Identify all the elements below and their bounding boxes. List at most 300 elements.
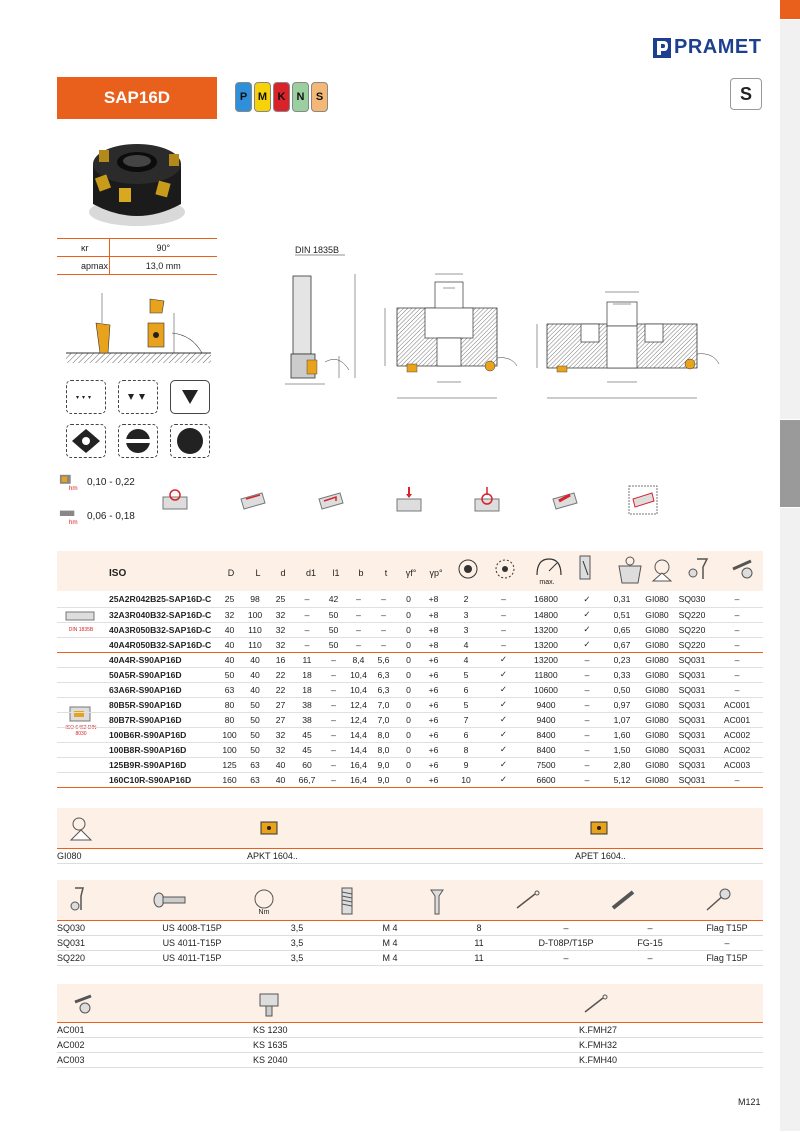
table-cell: 4 (463, 654, 469, 665)
table-cell: – (734, 639, 740, 650)
hex-key-icon (581, 992, 611, 1016)
iso-holder-tag: ISO 6462 DIN 8030 (64, 705, 98, 737)
table-cell: 13200 (534, 654, 558, 665)
table-cell: 3 (463, 609, 469, 620)
table-cell: – (609, 921, 691, 936)
table-cell: +6 (428, 759, 439, 770)
table-cell: K.FMH27 (579, 1023, 763, 1038)
table-cell: – (584, 744, 590, 755)
table-cell: 10,4 (350, 684, 367, 695)
table-cell: 0 (406, 744, 411, 755)
table-cell: +6 (428, 774, 439, 785)
table-row (57, 742, 763, 757)
table-cell: ✓ (583, 593, 591, 604)
table-cell: 18 (302, 669, 312, 680)
table-cell: GI080 (645, 714, 669, 725)
table-cell: 18 (302, 684, 312, 695)
svg-text:hm: hm (68, 485, 78, 491)
table-cell: 1,07 (613, 714, 631, 725)
table-cell: SQ220 (678, 609, 706, 620)
table-cell: 3,5 (249, 921, 345, 936)
table-cell: – (331, 684, 336, 695)
table-cell: – (584, 774, 590, 785)
spec-table (57, 238, 217, 275)
table-cell: 0 (406, 609, 411, 620)
table-cell: 50 (250, 744, 260, 755)
iso-code-cell: 50A5R-S90AP16D (109, 669, 182, 680)
table-cell: 0 (406, 624, 411, 635)
row-spacer (57, 772, 105, 787)
table-cell: 2 (463, 594, 469, 605)
svg-text:t: t (384, 568, 388, 578)
table-row (57, 607, 763, 622)
brand-name: PRAMET (674, 36, 762, 58)
header-weight-icon (619, 557, 641, 583)
table-cell: 2,80 (613, 759, 631, 770)
table-row (57, 652, 763, 667)
table-cell: ✓ (499, 654, 508, 664)
table-row (57, 697, 763, 712)
table-cell: AC003 (723, 759, 751, 770)
table-row (57, 637, 763, 652)
iso-code-cell: 80B5R-S90AP16D (109, 699, 182, 710)
table-cell: SQ031 (678, 669, 706, 680)
row-spacer (57, 622, 105, 637)
table-cell: 3 (463, 624, 469, 635)
table-cell: 60 (302, 759, 312, 770)
table-cell: ✓ (499, 714, 508, 724)
table-cell: – (734, 624, 740, 635)
table-cell: SQ030 (678, 594, 706, 605)
table-cell: 10 (461, 774, 471, 785)
table-cell: 0 (406, 729, 411, 740)
table-cell: 8,4 (352, 654, 365, 665)
table-cell: 3,5 (249, 936, 345, 951)
header-teeth-icon (459, 560, 477, 578)
table-cell: 32 (275, 729, 286, 740)
table-cell: GI080 (645, 699, 669, 710)
table-cell: – (734, 669, 740, 680)
spare-parts-section (57, 880, 763, 966)
feature-chip-closed-icon (170, 424, 210, 458)
table-cell: 8,0 (377, 729, 390, 740)
table-cell: – (304, 639, 310, 650)
screw-icon (153, 890, 187, 910)
table-cell: 0,67 (613, 639, 631, 650)
table-row (57, 921, 763, 936)
table-cell: 27 (275, 714, 286, 725)
table-cell: AC001 (57, 1023, 253, 1038)
table-cell: – (304, 594, 310, 605)
insert-apkt-icon (259, 820, 281, 836)
feed-value-1: 0,10 - 0,22 (87, 476, 135, 488)
table-cell: SQ030 (57, 921, 135, 936)
table-cell: +8 (428, 609, 439, 620)
table-cell: – (304, 624, 310, 635)
main-table-header-icons (57, 551, 763, 591)
table-cell: ✓ (583, 624, 591, 634)
table-cell: US 4011-T15P (135, 951, 249, 966)
table-cell: 13200 (534, 639, 558, 650)
table-cell: – (331, 774, 336, 785)
table-row (57, 1023, 763, 1038)
feature-chip-open-icon (66, 424, 106, 458)
table-cell: 50 (250, 699, 260, 710)
table-cell: 7500 (536, 759, 556, 770)
table-cell: 27 (275, 699, 286, 710)
table-row (57, 936, 763, 951)
table-cell: +6 (428, 669, 439, 680)
table-cell: 9 (463, 759, 469, 770)
table-cell: US 4008-T15P (135, 921, 249, 936)
svg-text:L: L (255, 568, 261, 578)
material-badge-k: K (273, 82, 290, 112)
table-cell: 98 (250, 594, 260, 605)
table-cell: SQ031 (678, 774, 706, 785)
svg-text:d1: d1 (305, 568, 317, 578)
table-cell: – (734, 774, 740, 785)
table-cell: 11 (302, 654, 312, 665)
table-cell: – (584, 684, 590, 695)
table-cell: 125 (222, 759, 237, 770)
row-spacer (57, 727, 105, 742)
drawing-din-label: DIN 1835B (295, 245, 340, 255)
table-cell: 14800 (534, 609, 558, 620)
table-cell: 22 (275, 684, 286, 695)
table-cell: 22 (275, 669, 286, 680)
spec-key-ap: apmax (57, 257, 109, 275)
row-spacer (57, 592, 105, 607)
svg-text:D: D (227, 568, 235, 578)
table-cell: 40 (275, 774, 286, 785)
table-cell: M 4 (345, 951, 435, 966)
table-cell: – (356, 639, 361, 650)
table-cell: 16 (275, 654, 286, 665)
feature-insert-large-icon (170, 380, 210, 414)
table-cell: K.FMH40 (579, 1053, 763, 1068)
table-cell: 0 (406, 669, 411, 680)
row-spacer (57, 667, 105, 682)
table-cell: – (356, 624, 361, 635)
table-cell: GI080 (645, 624, 669, 635)
iso-code-cell: 100B8R-S90AP16D (109, 744, 187, 755)
table-cell: – (331, 744, 336, 755)
table-cell: – (304, 609, 310, 620)
table-cell: – (584, 654, 590, 665)
table-cell: – (501, 594, 506, 605)
table-cell: 3,5 (249, 951, 345, 966)
row-spacer (57, 607, 105, 622)
table-cell: ✓ (499, 759, 508, 769)
table-cell: 100 (247, 609, 263, 620)
table-cell: 0,50 (613, 684, 631, 695)
table-row (57, 1053, 763, 1068)
table-cell: 6 (463, 684, 469, 695)
table-cell: 0,33 (613, 669, 631, 680)
table-cell: 40 (250, 654, 260, 665)
table-cell: +6 (428, 714, 439, 725)
table-cell: +6 (428, 729, 439, 740)
table-cell: GI080 (645, 774, 669, 785)
table-cell: 25 (275, 594, 286, 605)
table-cell: – (501, 639, 506, 650)
table-cell: 50 (328, 639, 339, 650)
feed-insert-icon (57, 473, 79, 491)
table-cell: ✓ (499, 699, 508, 709)
table-cell: – (584, 759, 590, 770)
table-cell: – (734, 609, 740, 620)
spare-parts-table (57, 920, 763, 966)
table-cell: – (331, 654, 336, 665)
table-cell: 8400 (536, 744, 556, 755)
table-cell: GI080 (645, 654, 669, 665)
table-cell: GI080 (645, 594, 669, 605)
table-cell: M 4 (345, 936, 435, 951)
table-cell: 16800 (534, 594, 558, 605)
table-cell: 63 (250, 774, 260, 785)
table-cell: 11 (435, 951, 523, 966)
table-cell: 9400 (536, 699, 556, 710)
table-cell: AC001 (723, 714, 751, 725)
torque-icon (249, 886, 279, 916)
table-cell: GI080 (645, 669, 669, 680)
table-cell: 7 (463, 714, 469, 725)
table-cell: – (523, 951, 609, 966)
table-cell: 0,23 (613, 654, 631, 665)
table-cell: +8 (428, 594, 439, 605)
flag-key-icon (703, 886, 733, 914)
table-cell: AC002 (723, 744, 751, 755)
svg-text:Nm: Nm (258, 909, 270, 916)
table-cell: 38 (302, 714, 312, 725)
table-cell: ✓ (583, 639, 591, 649)
table-cell: +8 (428, 624, 439, 635)
row-spacer (57, 637, 105, 652)
table-cell: 110 (248, 624, 262, 635)
table-cell: Flag T15P (691, 921, 763, 936)
table-cell: KS 1230 (253, 1023, 579, 1038)
table-cell: 0 (406, 639, 411, 650)
table-cell: 32 (275, 639, 286, 650)
table-cell: 9,0 (377, 759, 390, 770)
table-cell: 40 (250, 684, 260, 695)
table-cell: 40 (224, 654, 235, 665)
thread-icon (339, 886, 355, 916)
op-helical-icon (472, 485, 502, 515)
table-cell: 5,12 (613, 774, 631, 785)
iso-code-cell: 63A6R-S90AP16D (109, 684, 182, 695)
op-face-icon (238, 485, 268, 515)
row-spacer (57, 697, 105, 712)
table-cell: – (381, 594, 386, 605)
header-screw-icon (689, 559, 707, 579)
table-cell: 0,65 (613, 624, 631, 635)
table-cell: AC002 (723, 729, 751, 740)
table-cell: 0,97 (613, 699, 631, 710)
table-cell: – (356, 594, 361, 605)
header-rotation-icon (496, 560, 514, 578)
table-cell: ✓ (499, 729, 508, 739)
feed-shank-icon (57, 507, 79, 525)
table-cell: 11800 (534, 669, 558, 680)
table-cell: 63 (250, 759, 260, 770)
table-cell: 9,0 (377, 774, 390, 785)
table-cell: 38 (302, 699, 312, 710)
table-cell: 1,60 (613, 729, 631, 740)
table-cell: SQ031 (678, 684, 706, 695)
table-cell: 6600 (536, 774, 556, 785)
op-ramp-icon (394, 485, 424, 515)
table-row (57, 772, 763, 787)
table-cell: 50 (328, 624, 339, 635)
table-cell: 4 (463, 639, 469, 650)
table-cell: – (584, 714, 590, 725)
insert-apet: APET 1604.. (547, 849, 763, 864)
table-cell: SQ031 (57, 936, 135, 951)
table-cell: SQ031 (678, 699, 706, 710)
table-cell: – (609, 951, 691, 966)
table-row (57, 682, 763, 697)
table-cell: – (691, 936, 763, 951)
svg-text:l1: l1 (332, 568, 340, 578)
main-product-table (57, 592, 763, 788)
table-cell: +6 (428, 699, 439, 710)
insert-apet-icon (589, 820, 611, 836)
table-cell: 32 (275, 744, 286, 755)
table-cell: SQ220 (57, 951, 135, 966)
table-cell: 80 (224, 714, 235, 725)
table-cell: SQ031 (678, 759, 706, 770)
table-cell: – (381, 609, 386, 620)
spec-value-ap: 13,0 mm (109, 257, 217, 275)
table-cell: 63 (224, 684, 235, 695)
insert-apkt: APKT 1604.. (217, 849, 547, 864)
svg-text:hm: hm (68, 519, 78, 525)
section-edge-tabs (780, 0, 800, 1132)
table-cell: 0 (406, 594, 411, 605)
table-cell: – (584, 669, 590, 680)
table-cell: 5 (463, 699, 469, 710)
table-cell: 45 (302, 729, 312, 740)
table-cell: 0 (406, 759, 411, 770)
table-cell: AC003 (57, 1053, 253, 1068)
header-accessory-icon (733, 561, 752, 578)
table-cell: 9400 (536, 714, 556, 725)
op-slot-icon (628, 485, 658, 515)
inserts-header-icon (69, 816, 93, 842)
inserts-section (57, 808, 763, 864)
row-spacer (57, 742, 105, 757)
table-cell: 66,7 (298, 774, 316, 785)
table-cell: SQ031 (678, 654, 706, 665)
clamp-screw-icon (257, 990, 283, 1018)
table-cell: GI080 (645, 684, 669, 695)
row-spacer (57, 757, 105, 772)
svg-text:max.: max. (539, 579, 555, 586)
material-badges (235, 82, 330, 112)
table-cell: 8 (435, 921, 523, 936)
table-cell: 12,4 (350, 714, 367, 725)
table-cell: 6 (463, 729, 469, 740)
din1835b-holder-tag: DIN 1835B (64, 609, 98, 635)
svg-text:γp°: γp° (429, 568, 443, 578)
table-cell: 14,4 (350, 729, 367, 740)
table-cell: KS 2040 (253, 1053, 579, 1068)
table-cell: 32 (275, 624, 286, 635)
op-shoulder-icon (316, 485, 346, 515)
svg-text:d: d (280, 568, 286, 578)
table-cell: 8 (463, 744, 469, 755)
table-cell: 40 (224, 639, 235, 650)
table-cell: D-T08P/T15P (523, 936, 609, 951)
iso-code-cell: 80B7R-S90AP16D (109, 714, 182, 725)
table-row (57, 667, 763, 682)
header-max-speed-icon (537, 559, 561, 575)
table-cell: – (734, 594, 740, 605)
table-cell: 0 (406, 684, 411, 695)
table-cell: 5,6 (377, 654, 390, 665)
table-cell: ✓ (583, 609, 591, 619)
product-photo (57, 124, 217, 236)
table-cell: 5 (463, 669, 469, 680)
section-badge: S (730, 78, 762, 110)
table-cell: 14,4 (350, 744, 367, 755)
table-cell: 0 (406, 699, 411, 710)
insert-group: GI080 (57, 849, 217, 864)
table-cell: GI080 (645, 609, 669, 620)
material-badge-p: P (235, 82, 252, 112)
table-cell: +6 (428, 684, 439, 695)
table-cell: – (523, 921, 609, 936)
table-cell: – (584, 699, 590, 710)
table-cell: – (381, 624, 386, 635)
feed-row-1 (57, 473, 137, 491)
spec-value-kr: 90° (109, 239, 217, 257)
row-spacer (57, 682, 105, 697)
table-cell: – (331, 669, 336, 680)
table-row (57, 592, 763, 607)
table-cell: – (356, 609, 361, 620)
table-cell: 110 (248, 639, 262, 650)
table-cell: – (501, 609, 506, 620)
table-cell: 40 (224, 624, 235, 635)
accessories-table (57, 1022, 763, 1068)
row-spacer (57, 652, 105, 667)
table-row (57, 757, 763, 772)
table-cell: 12,4 (350, 699, 367, 710)
table-cell: +6 (428, 744, 439, 755)
svg-text:γf°: γf° (405, 568, 417, 578)
table-cell: KS 1635 (253, 1038, 579, 1053)
table-cell: – (734, 654, 740, 665)
screw-length-icon (429, 886, 445, 916)
table-cell: 100 (222, 744, 237, 755)
table-cell: 50 (224, 669, 235, 680)
table-cell: 40 (275, 759, 286, 770)
table-cell: 100 (222, 729, 237, 740)
iso-code-cell: 160C10R-S90AP16D (109, 774, 192, 785)
table-cell: 7,0 (377, 699, 390, 710)
svg-text:b: b (358, 568, 364, 578)
table-cell: 50 (328, 609, 339, 620)
main-header-iso: ISO (109, 568, 127, 579)
table-cell: SQ031 (678, 714, 706, 725)
table-cell: – (331, 759, 336, 770)
op-pocket-icon (550, 485, 580, 515)
iso-code-cell: 125B9R-S90AP16D (109, 759, 187, 770)
iso-code-cell: 40A4R-S90AP16D (109, 654, 182, 665)
header-coolant-icon (580, 556, 590, 579)
